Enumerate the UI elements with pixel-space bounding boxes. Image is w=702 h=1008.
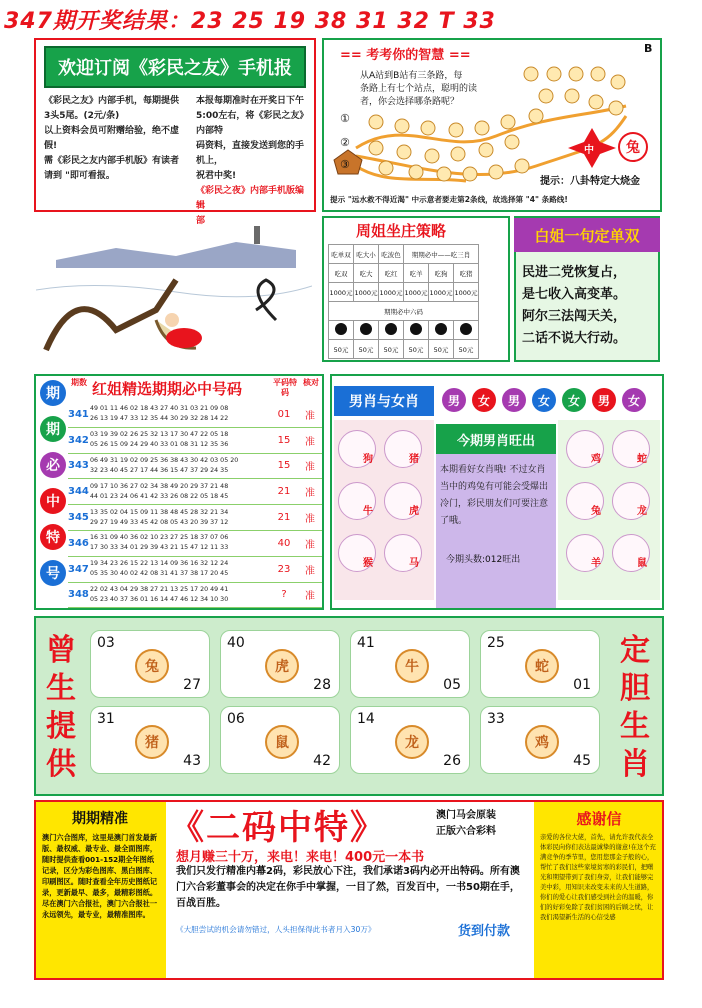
zh-cell: 50元 — [404, 340, 429, 359]
zh-dot-cell — [429, 321, 454, 340]
pick-code: 23 — [277, 563, 291, 575]
pick-row — [68, 428, 322, 454]
zh-cell: 1000元 — [429, 283, 454, 302]
puzzle-footer: 提示 "远水救不得近渴" 中示意者要走第2条线，故选择第 "4" 条路线! — [330, 195, 568, 204]
black-ball-icon — [360, 323, 372, 335]
subscribe-line: 假! — [44, 141, 58, 151]
v-circle: 中 — [40, 488, 66, 514]
animal-goat-icon: 羊 — [566, 534, 604, 572]
cell-num-b: 43 — [183, 753, 201, 769]
black-ball-icon — [460, 323, 472, 335]
v-circle: 号 — [40, 560, 66, 586]
pick-numbers — [90, 404, 268, 424]
pick-check: 准 — [305, 462, 315, 474]
pick-code: 21 — [277, 512, 291, 524]
pick-code: 15 — [277, 434, 291, 446]
pick-line: 13 35 02 04 15 09 11 38 48 45 28 32 21 34 — [90, 508, 229, 516]
pick-line: 49 01 11 46 02 18 43 27 40 31 03 21 09 08 — [90, 405, 229, 413]
lake-fisherman-illustration — [36, 220, 312, 360]
zodiac-animal-icon: 兔 — [135, 649, 169, 683]
black-ball-icon — [410, 323, 422, 335]
subscribe-line: 祝君中奖! — [196, 171, 237, 181]
number-grid — [90, 630, 600, 774]
animal-dog-icon: 狗 — [338, 430, 376, 468]
zh-cell: 期期必中——吃三肖 — [404, 245, 479, 264]
side-char: 定 — [620, 633, 650, 668]
pick-issue: 346 — [68, 537, 89, 549]
pick-line: 32 23 40 45 27 17 44 36 15 47 37 29 24 35 — [90, 466, 229, 474]
center-sub2: 正版六合彩料 — [436, 826, 496, 837]
black-ball-icon — [335, 323, 347, 335]
animal-horse-icon: 马 — [384, 534, 422, 572]
animal-rooster-icon: 鸡 — [566, 430, 604, 468]
gender-circle: 男 — [442, 388, 466, 412]
poem-line: 是七收入高变革。 — [522, 287, 627, 302]
poem-line: 二话不说大行动。 — [522, 331, 627, 346]
left-ad — [36, 802, 164, 978]
zh-dot-cell — [379, 321, 404, 340]
side-char: 胆 — [620, 671, 650, 706]
zh-cell: 50元 — [354, 340, 379, 359]
col-check: 核对 — [303, 378, 319, 387]
gender-mid-text: 本期看好女肖哦! 不过女肖当中的鸡兔有可能会受爆出冷门，彩民朋友们可要注意了哦。 — [440, 465, 549, 526]
zh-dot-cell — [404, 321, 429, 340]
side-char: 提 — [46, 709, 76, 744]
choice-1: ① — [340, 112, 350, 125]
pick-issue: 347 — [68, 563, 89, 575]
black-ball-icon — [435, 323, 447, 335]
pick-line: 09 17 10 36 27 02 34 38 49 20 29 37 21 48 — [90, 482, 229, 490]
zh-cell: 吃大小 — [354, 245, 379, 264]
pick-row — [68, 454, 322, 480]
col-issue: 期数 — [71, 378, 87, 387]
number-cell — [90, 706, 210, 774]
zh-cell: 50元 — [429, 340, 454, 359]
zodiac-animal-icon: 猪 — [135, 725, 169, 759]
pick-check: 准 — [305, 488, 315, 500]
number-cell — [220, 706, 340, 774]
subscribe-right-text — [196, 94, 312, 229]
zh-cell: 50元 — [329, 340, 354, 359]
cell-num-b: 26 — [443, 753, 461, 769]
zh-cell: 50元 — [379, 340, 404, 359]
poem-line: 民进二党恢复占， — [522, 265, 627, 280]
center-body: 我们只发行精准内幕2码，彩民放心下注，我们承诺3码内必开出特码。所有澳门六合彩董事会的决定在你手中掌握，一目了然，百发百中，一书50期在手，百战百胜。 — [176, 866, 520, 909]
pick-line: 03 19 39 02 26 25 32 13 17 30 47 22 05 18 — [90, 431, 229, 439]
subscribe-line: 码资料，直接发送到您的手机上， — [196, 141, 305, 166]
subscribe-line: 部 — [196, 216, 206, 226]
puzzle-hint: 提示：八卦特定大烧金 — [540, 176, 640, 187]
gender-circle: 女 — [622, 388, 646, 412]
left-ad-text: 澳门六合图库，这里是澳门首发最新版、最权威、最专业、最全面图库，随时提供查看001-152期全年图纸记录，区分为彩色图库、黑白图库、印刷图区。随时查看全年历史图纸记录，更新最早、最多，最精彩图纸。尽在澳门六合报社，澳门六合报社一永远领先，最专业，最精准图库。 — [42, 833, 158, 919]
animal-tiger-icon: 虎 — [384, 482, 422, 520]
zh-cell: 吃羊 — [404, 264, 429, 283]
pick-code: 01 — [277, 408, 291, 420]
center-big-title: 《二码中特》 — [170, 808, 386, 848]
v-circle: 期 — [40, 380, 66, 406]
zh-dot-cell — [354, 321, 379, 340]
pick-check: 准 — [305, 539, 315, 551]
pick-code: 21 — [277, 486, 291, 498]
pick-line: 05 26 15 09 24 29 40 33 01 08 31 12 35 36 — [90, 441, 229, 449]
zhong-label: 中 — [584, 145, 594, 156]
pick-line: 19 34 23 26 15 22 13 14 09 36 16 32 12 24 — [90, 560, 229, 568]
cell-num-a: 25 — [487, 635, 505, 651]
animal-dragon-icon: 龙 — [612, 482, 650, 520]
pick-numbers — [90, 456, 268, 476]
pick-line: 26 13 19 47 33 12 35 44 30 29 32 28 14 22 — [90, 415, 229, 423]
pick-issue: 344 — [68, 486, 89, 498]
pick-check: 准 — [305, 565, 315, 577]
right-ad-title: 感谢信 — [576, 810, 622, 828]
gender-mid-title: 今期男肖旺出 — [436, 424, 556, 454]
baijie-poem — [522, 262, 658, 350]
baijie-title: 白姐一句定单双 — [514, 218, 660, 252]
v-circle: 必 — [40, 452, 66, 478]
right-side-text — [620, 632, 650, 784]
number-cell — [350, 630, 470, 698]
pick-line: 05 35 30 40 02 42 08 31 41 37 38 17 20 45 — [90, 570, 229, 578]
gender-circle: 女 — [562, 388, 586, 412]
pick-issue: 342 — [68, 434, 89, 446]
puzzle-path-illustration — [326, 56, 660, 186]
center-foot: 《大胆尝试的机会请勿错过，人头担保得此书者月入30万》 — [176, 925, 376, 934]
animal-rat-icon: 鼠 — [612, 534, 650, 572]
subscribe-title: 欢迎订阅《彩民之友》手机报 — [44, 46, 306, 88]
cell-num-a: 03 — [97, 635, 115, 651]
puzzle-line: 条路上有七个站点，聪明的读 — [360, 84, 478, 94]
poem-line: 阿尔三法闯天关， — [522, 309, 627, 324]
pick-check: 准 — [305, 514, 315, 526]
pick-code: ? — [281, 589, 287, 601]
puzzle-line: 者，你会选择哪条路呢？ — [360, 97, 460, 107]
zodiac-animal-icon: 虎 — [265, 649, 299, 683]
left-side-text — [46, 632, 76, 784]
zh-cell: 期期必中六码 — [329, 302, 479, 321]
subscribe-line: 请到 "即可看报。 — [44, 171, 115, 181]
puzzle-line: 从A站到B站有三条路，每 — [360, 71, 463, 81]
cell-num-a: 40 — [227, 635, 245, 651]
pick-line: 16 31 09 40 36 02 10 23 27 25 18 37 07 06 — [90, 534, 229, 542]
center-sub1: 澳门马会原装 — [436, 810, 496, 821]
choice-2: ② — [340, 136, 350, 149]
zh-cell: 1000元 — [404, 283, 429, 302]
zodiac-animal-icon: 牛 — [395, 649, 429, 683]
pick-numbers — [90, 585, 268, 605]
pick-issue: 345 — [68, 512, 89, 524]
pick-issue: 343 — [68, 460, 89, 472]
side-char: 曾 — [46, 633, 76, 668]
subscribe-line: 5:00左右，将《彩民之友》内部特 — [196, 111, 309, 136]
subscribe-line: 《彩民之友》内部手机，每期提供 — [44, 96, 180, 106]
gender-circle: 男 — [502, 388, 526, 412]
col-code: 平码特码 — [273, 378, 297, 397]
pick-issue: 341 — [68, 408, 89, 420]
cod-button[interactable]: 货到付款 — [458, 924, 511, 939]
vertical-circles — [38, 380, 68, 586]
pick-row — [68, 583, 322, 609]
zodiac-animal-icon: 龙 — [395, 725, 429, 759]
pick-row — [68, 479, 322, 505]
pick-check: 准 — [305, 436, 315, 448]
gender-circle: 女 — [472, 388, 496, 412]
subscribe-line: 以上资料会员可附赠给验，绝不虚 — [44, 126, 180, 136]
pick-issue: 348 — [68, 589, 89, 601]
zh-cell: 吃波色 — [379, 245, 404, 264]
zh-dot-cell — [454, 321, 479, 340]
zh-cell: 1000元 — [379, 283, 404, 302]
right-ad-text: 亲爱的各位大佬，首先，请允许我代表全体彩民向你们表达最诚挚的谢意!在这个充满竞争的季节里，您用您那金子般的心，帮忙了我们这些家境贫寒的彩民们，把曙光和期望带到了我们身旁，让我们能够完美中彩，用知识来改变未来的人生道路，你们的爱心让我们感受到社会的温暖，你们的好彩免除了我们贫困的后顾之忧，让我们渴望新生活的心信受感 — [540, 834, 656, 921]
cell-num-b: 27 — [183, 677, 201, 693]
zh-cell: 吃单双 — [329, 245, 354, 264]
pick-line: 17 30 33 34 01 29 39 43 21 15 47 12 11 33 — [90, 544, 229, 552]
zodiac-animal-icon: 蛇 — [525, 649, 559, 683]
v-circle: 特 — [40, 524, 66, 550]
cell-num-b: 28 — [313, 677, 331, 693]
pick-line: 05 23 40 37 36 01 16 14 47 46 12 34 10 30 — [90, 595, 229, 603]
pick-code: 40 — [277, 537, 291, 549]
pick-row — [68, 505, 322, 531]
zh-cell: 1000元 — [454, 283, 479, 302]
pick-row — [68, 531, 322, 557]
cell-num-a: 41 — [357, 635, 375, 651]
cell-num-b: 42 — [313, 753, 331, 769]
pick-code: 15 — [277, 460, 291, 472]
pick-line: 44 01 23 24 06 41 42 33 26 08 22 05 18 45 — [90, 492, 229, 500]
cell-num-a: 31 — [97, 711, 115, 727]
zh-cell: 1000元 — [354, 283, 379, 302]
puzzle-title: == 考考你的智慧 == — [340, 48, 471, 63]
number-cell — [480, 630, 600, 698]
female-animals — [566, 430, 658, 572]
animal-rabbit-icon: 兔 — [566, 482, 604, 520]
puzzle-corner: B — [644, 42, 653, 55]
gender-title: 男肖与女肖 — [334, 386, 434, 416]
zodiac-animal-icon: 鸡 — [525, 725, 559, 759]
cell-num-a: 14 — [357, 711, 375, 727]
pick-line: 29 27 19 49 33 45 42 08 05 43 20 39 37 12 — [90, 518, 229, 526]
subscribe-line: 本报每期准时在开奖日下午 — [196, 96, 305, 106]
zhouzi-table — [328, 244, 479, 359]
pick-numbers — [90, 559, 268, 579]
zh-cell: 1000元 — [329, 283, 354, 302]
pick-line: 22 02 43 04 29 38 27 21 13 25 17 20 49 41 — [90, 585, 229, 593]
cell-num-b: 05 — [443, 677, 461, 693]
animal-snake-icon: 蛇 — [612, 430, 650, 468]
result-title: 347期开奖结果：23 25 19 38 31 32 T 33 — [4, 9, 496, 34]
zhouzi-title: 周姐坐庄策略 — [356, 222, 447, 240]
gender-circles — [442, 388, 646, 412]
number-cell — [350, 706, 470, 774]
zodiac-animal-icon: 鼠 — [265, 725, 299, 759]
subscribe-line: 需《彩民之友内部手机版》有读者 — [44, 156, 180, 166]
number-cell — [220, 630, 340, 698]
pick-row — [68, 402, 322, 428]
number-cell — [90, 630, 210, 698]
cell-num-a: 33 — [487, 711, 505, 727]
zh-dot-cell — [329, 321, 354, 340]
gender-mid-foot: 今期头数:012旺出 — [446, 555, 521, 565]
cell-num-a: 06 — [227, 711, 245, 727]
v-circle: 期 — [40, 416, 66, 442]
male-animals — [338, 430, 430, 572]
animal-pig-icon: 猪 — [384, 430, 422, 468]
pick-check: 准 — [305, 591, 315, 603]
zh-cell: 吃大 — [354, 264, 379, 283]
zh-cell: 吃狗 — [429, 264, 454, 283]
left-ad-title: 期期精准 — [72, 811, 128, 827]
zh-cell: 50元 — [454, 340, 479, 359]
choice-3: ③ — [340, 158, 350, 171]
animal-monkey-icon: 猴 — [338, 534, 376, 572]
gender-circle: 男 — [592, 388, 616, 412]
hongjie-rows — [68, 402, 322, 608]
cell-num-b: 45 — [573, 753, 591, 769]
black-ball-icon — [385, 323, 397, 335]
right-ad — [536, 802, 662, 978]
subscribe-line: 3头5尾。(2元/条) — [44, 111, 120, 121]
pick-numbers — [90, 533, 268, 553]
subscribe-line: 《彩民之夜》内部手机版编辑 — [196, 186, 305, 211]
pick-row — [68, 557, 322, 583]
animal-ox-icon: 牛 — [338, 482, 376, 520]
pick-check: 准 — [305, 410, 315, 422]
side-char: 生 — [620, 709, 650, 744]
side-char: 肖 — [620, 747, 650, 782]
col-title: 红姐精选期期必中号码 — [92, 380, 243, 398]
zh-cell: 吃猪 — [454, 264, 479, 283]
side-char: 生 — [46, 671, 76, 706]
cell-num-b: 01 — [573, 677, 591, 693]
pick-line: 06 49 31 19 02 09 25 36 38 43 30 42 03 05 20 — [90, 456, 239, 464]
number-cell — [480, 706, 600, 774]
pick-numbers — [90, 482, 268, 502]
pick-numbers — [90, 430, 268, 450]
tu-badge: 兔 — [618, 132, 648, 162]
zh-cell: 吃红 — [379, 264, 404, 283]
pick-numbers — [90, 508, 268, 528]
center-slogan: 想月赚三十万，来电！来电！400元一本书 — [176, 850, 425, 865]
gender-circle: 女 — [532, 388, 556, 412]
zh-cell: 吃双 — [329, 264, 354, 283]
subscribe-left-text — [44, 94, 184, 184]
side-char: 供 — [46, 747, 76, 782]
